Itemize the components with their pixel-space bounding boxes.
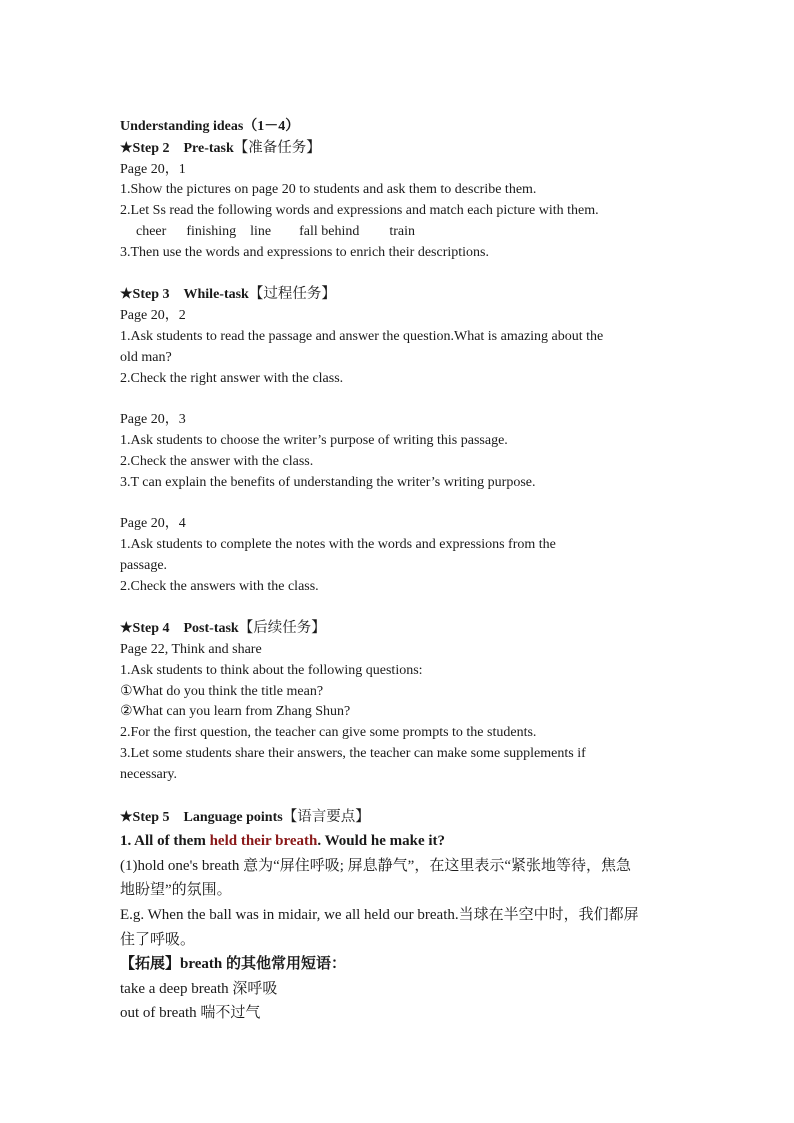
phrase-item: take a deep breath 深呼吸	[120, 980, 278, 997]
step-4-label: ★Step 4	[120, 621, 170, 637]
word-item: fall behind	[299, 223, 360, 239]
step-4-heading	[120, 618, 675, 640]
step-3-item: 3.T can explain the benefits of understanding the writer’s writing purpose.	[120, 474, 536, 490]
step-4-item: 2.For the first question, the teacher can give some prompts to the students.	[120, 725, 537, 741]
document-page	[120, 117, 675, 1026]
step-5-heading	[120, 806, 675, 829]
word-item: train	[389, 223, 416, 239]
step-2-word-list	[120, 222, 675, 243]
step-3-page-ref: Page 20，3	[120, 412, 186, 428]
step-4-page-ref: Page 22, Think and share	[120, 641, 262, 657]
step-3-item: 2.Check the answer with the class.	[120, 453, 314, 469]
step-3-heading	[120, 284, 675, 306]
step-2-heading	[120, 138, 675, 160]
step-3-item: passage.	[120, 557, 168, 573]
step-2-item: 1.Show the pictures on page 20 to students and ask them to describe them.	[120, 182, 537, 198]
phrase-item: out of breath 喘不过气	[120, 1005, 261, 1022]
step-2-item: 3.Then use the words and expressions to enrich their descriptions.	[120, 244, 489, 260]
explanation-line: 地盼望”的氛围。	[120, 882, 232, 899]
step-3-name: While-task	[183, 287, 249, 303]
highlighted-phrase: held their breath	[209, 833, 318, 850]
step-3-item: 1.Ask students to read the passage and answer the question.What is amazing about the	[120, 328, 604, 344]
step-3-page-ref: Page 20，2	[120, 308, 186, 324]
step-3-item: 1.Ask students to choose the writer’s purpose of writing this passage.	[120, 432, 508, 448]
word-item: line	[250, 223, 272, 239]
example-line: E.g. When the ball was in midair, we all held our breath.当球在半空中时，我们都屏	[120, 907, 639, 924]
step-4-item: 1.Ask students to think about the following questions:	[120, 662, 423, 678]
word-item: cheer	[136, 223, 167, 239]
step-5-label: ★Step 5	[120, 810, 170, 826]
step-4-name: Post-task	[183, 621, 239, 637]
step-2-page-ref: Page 20，1	[120, 161, 186, 177]
step-4-bracket: 【后续任务】	[238, 620, 326, 637]
step-3-bracket: 【过程任务】	[248, 286, 336, 303]
step-4-item: ②What can you learn from Zhang Shun?	[120, 704, 351, 720]
step-2-item: 2.Let Ss read the following words and expressions and match each picture with them.	[120, 203, 599, 219]
step-5-bracket: 【语言要点】	[282, 809, 370, 826]
example-line: 住了呼吸。	[120, 931, 196, 948]
step-2-name: Pre-task	[183, 140, 234, 156]
step-3-item: 2.Check the answers with the class.	[120, 578, 319, 594]
extension-heading: 【拓展】breath 的其他常用短语：	[120, 956, 346, 973]
step-5-name: Language points	[183, 810, 283, 826]
step-3-item: 1.Ask students to complete the notes with the words and expressions from the	[120, 536, 556, 552]
language-point-prefix: 1. All of them	[120, 833, 210, 850]
step-4-item: necessary.	[120, 766, 178, 782]
step-3-page-ref: Page 20，4	[120, 516, 186, 532]
step-3-item: old man?	[120, 349, 172, 365]
explanation-line: (1)hold one's breath 意为“屏住呼吸; 屏息静气”，在这里表示“紧张地等待，焦急	[120, 857, 631, 874]
word-item: finishing	[186, 223, 237, 239]
step-4-item: ①What do you think the title mean?	[120, 683, 324, 699]
step-2-label: ★Step 2	[120, 140, 170, 156]
step-3-label: ★Step 3	[120, 287, 170, 303]
language-point-suffix: . Would he make it?	[317, 833, 446, 850]
step-2-bracket: 【准备任务】	[233, 139, 321, 156]
language-point-1	[120, 829, 675, 854]
section-title: Understanding ideas（1－4）	[120, 119, 300, 134]
step-3-item: 2.Check the right answer with the class.	[120, 370, 344, 386]
step-4-item: 3.Let some students share their answers, the teacher can make some supplements if	[120, 745, 586, 761]
